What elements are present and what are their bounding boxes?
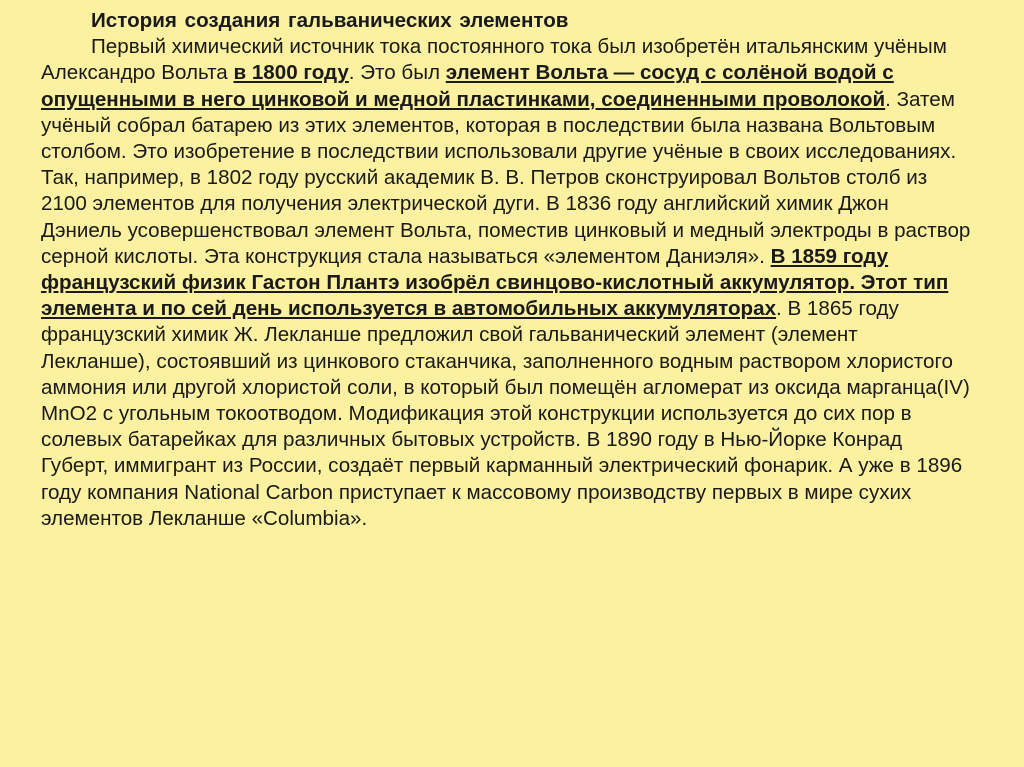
- highlight-year-1800: в 1800 году: [233, 61, 349, 85]
- text-segment: . Затем учёный собрал батарею из этих элементов, которая в последствии была названа Вольтовым столбом. Это изобретение в последствии использовали другие учёные в своих исследованиях. Так, например, в 1802 году русский академик В. В. Петров сконструировал Вольтов столб из 2100 элементов для получения электрической дуги. В 1836 году английский химик Джон Дэниель усовершенствовал элемент Вольта, поместив цинковый и медный электроды в раствор серной кислоты. Эта конструкция стала называться «элементом Даниэля».: [41, 87, 971, 268]
- text-segment: . В 1865 году французский химик Ж. Лекланше предложил свой гальванический элемент (элемент Лекланше), состоявший из цинкового стаканчика, заполненного водным раствором хлористого аммония или другой хлористой соли, в который был помещён агломерат из оксида марганца(IV) MnO2 с угольным токоотводом. Модификация этой конструкции используется до сих пор в солевых батарейках для различных бытовых устройств. В 1890 году в Нью-Йорке Конрад Губерт, иммигрант из России, создаёт первый карманный электрический фонарик. А уже в 1896 году компания National Carbon приступает к массовому производству первых в мире сухих элементов Лекланше «Columbia».: [41, 297, 970, 530]
- text-segment: Первый химический источник тока постоянного тока был изобретён итальянским учёным Александро Вольта: [41, 35, 947, 85]
- highlight-plante-accumulator: В 1859 году французский физик Гастон Плантэ изобрёл свинцово-кислотный аккумулятор. Этот тип элемента и по сей день используется в автомобильных аккумуляторах: [41, 244, 949, 321]
- body-paragraph: [41, 34, 971, 532]
- text-segment: . Это был: [348, 61, 446, 85]
- slide-content: [41, 8, 971, 532]
- highlight-volta-element: элемент Вольта — сосуд с солёной водой с опущенными в него цинковой и медной пластинками, соединенными проволокой: [41, 61, 894, 111]
- slide-title: История создания гальванических элементов: [91, 9, 569, 32]
